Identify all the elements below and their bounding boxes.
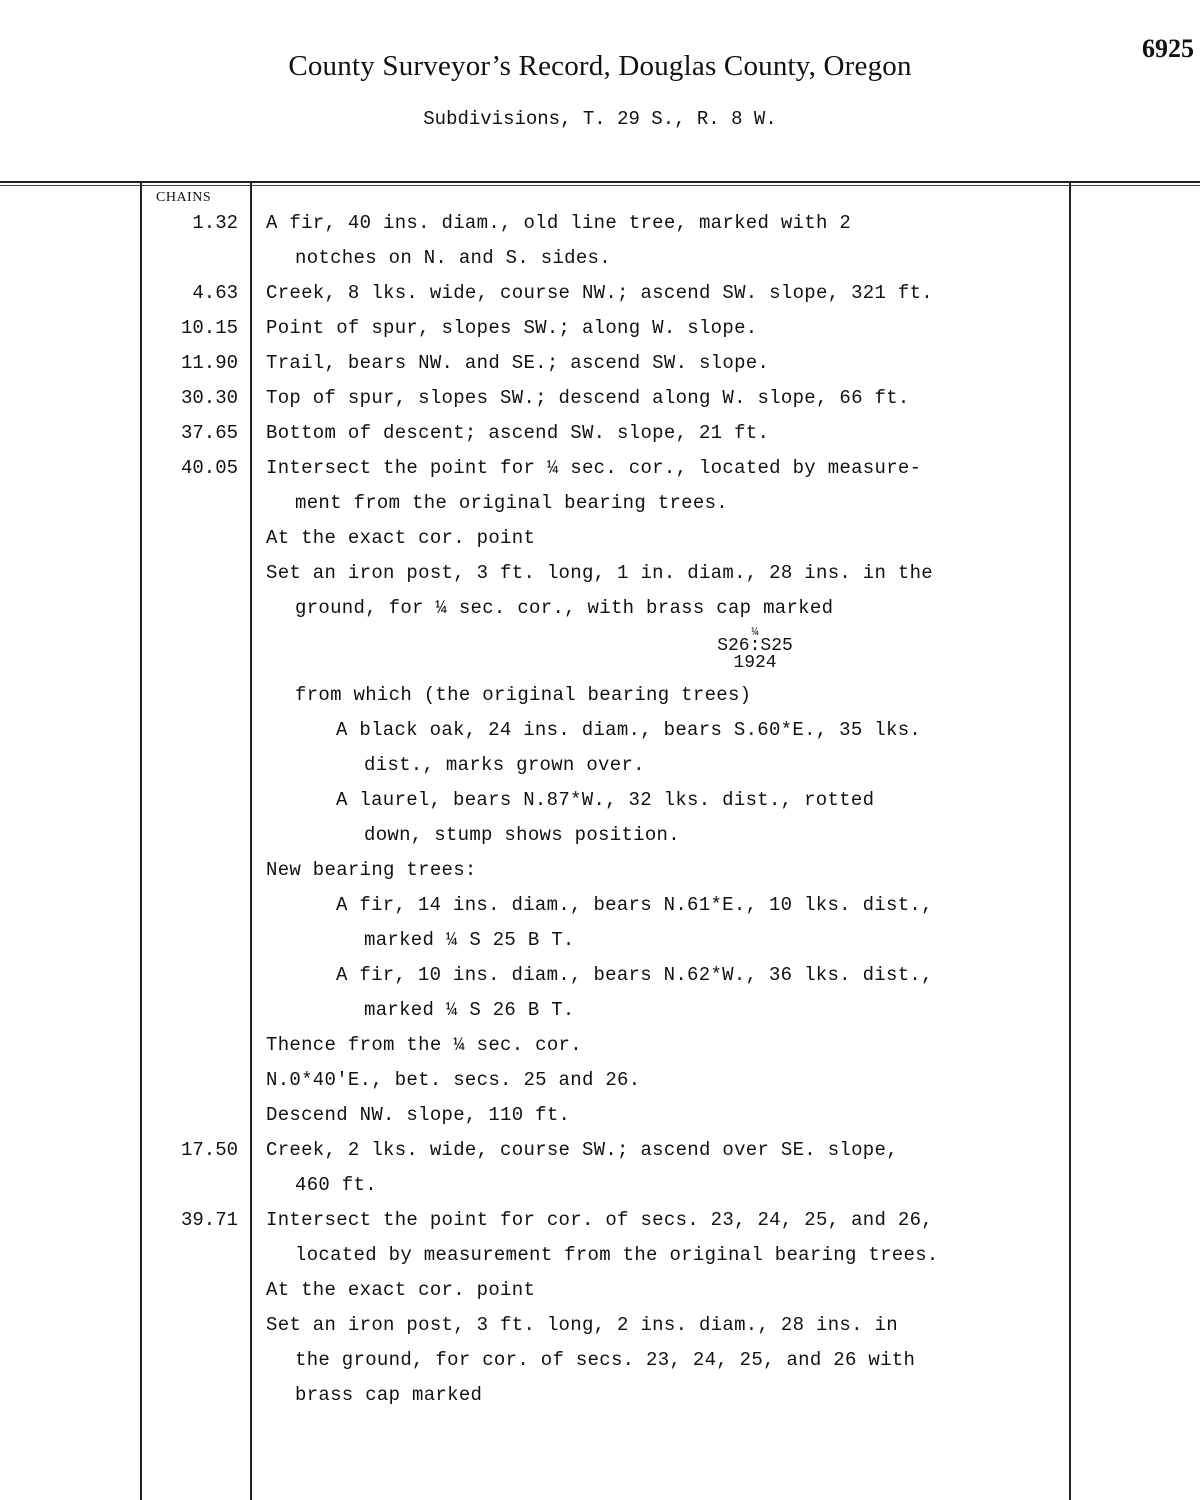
note-row	[0, 1343, 1200, 1378]
note-text: A laurel, bears N.87*W., 32 lks. dist., rotted	[336, 789, 875, 811]
chain-value: 11.90	[180, 352, 238, 374]
note-text: A fir, 40 ins. diam., old line tree, marked with 2	[266, 212, 852, 234]
note-text: marked ¼ S 25 B T.	[364, 929, 575, 951]
note-row	[0, 1238, 1200, 1273]
note-row	[0, 206, 1200, 241]
note-row	[0, 1203, 1200, 1238]
note-row	[0, 451, 1200, 486]
note-text: A fir, 14 ins. diam., bears N.61*E., 10 lks. dist.,	[336, 894, 933, 916]
note-text: Point of spur, slopes SW.; along W. slope.	[266, 317, 758, 339]
note-row	[0, 241, 1200, 276]
cap-fraction: ¼	[751, 625, 759, 639]
note-text: the ground, for cor. of secs. 23, 24, 25, and 26 with	[295, 1349, 916, 1371]
note-text: dist., marks grown over.	[364, 754, 645, 776]
note-text: Creek, 8 lks. wide, course NW.; ascend SW. slope, 321 ft.	[266, 282, 934, 304]
note-row	[0, 853, 1200, 888]
note-row	[0, 923, 1200, 958]
chain-value: 37.65	[180, 422, 238, 444]
note-row	[0, 626, 1200, 678]
note-text: 460 ft.	[295, 1174, 377, 1196]
chain-value: 40.05	[180, 457, 238, 479]
note-text: At the exact cor. point	[266, 1279, 536, 1301]
note-row	[0, 556, 1200, 591]
note-text: located by measurement from the original bearing trees.	[295, 1244, 939, 1266]
note-row	[0, 486, 1200, 521]
note-text: marked ¼ S 26 B T.	[364, 999, 575, 1021]
note-row	[0, 381, 1200, 416]
page-subtitle: Subdivisions, T. 29 S., R. 8 W.	[423, 108, 777, 130]
page-number: 6925	[1142, 34, 1194, 63]
note-row	[0, 818, 1200, 853]
header-rule-secondary	[0, 185, 1200, 186]
note-row	[0, 311, 1200, 346]
note-text: Top of spur, slopes SW.; descend along W. slope, 66 ft.	[266, 387, 910, 409]
note-text: At the exact cor. point	[266, 527, 536, 549]
note-row	[0, 1273, 1200, 1308]
cap-sections: S26:S25	[717, 636, 793, 656]
note-row	[0, 346, 1200, 381]
note-row	[0, 783, 1200, 818]
note-text: Set an iron post, 3 ft. long, 1 in. diam., 28 ins. in the	[266, 562, 934, 584]
cap-year: 1924	[733, 653, 777, 673]
chain-value: 17.50	[180, 1139, 238, 1161]
note-text: N.0*40'E., bet. secs. 25 and 26.	[266, 1069, 641, 1091]
note-text: Descend NW. slope, 110 ft.	[266, 1104, 571, 1126]
note-text: A fir, 10 ins. diam., bears N.62*W., 36 lks. dist.,	[336, 964, 933, 986]
note-row	[0, 1098, 1200, 1133]
field-notes	[0, 206, 1200, 1413]
note-row	[0, 1028, 1200, 1063]
brass-cap-marking	[660, 626, 850, 672]
note-row	[0, 993, 1200, 1028]
note-row	[0, 1063, 1200, 1098]
note-text: brass cap marked	[295, 1384, 483, 1406]
chains-column-header: CHAINS	[156, 190, 212, 205]
note-text: Bottom of descent; ascend SW. slope, 21 ft.	[266, 422, 770, 444]
note-text: notches on N. and S. sides.	[295, 247, 611, 269]
note-row	[0, 416, 1200, 451]
chain-value: 39.71	[180, 1209, 238, 1231]
note-row	[0, 521, 1200, 556]
note-text: from which (the original bearing trees)	[295, 684, 752, 706]
chain-value: 30.30	[180, 387, 238, 409]
note-text: Intersect the point for cor. of secs. 23, 24, 25, and 26,	[266, 1209, 934, 1231]
chain-value: 4.63	[192, 282, 238, 304]
note-text: down, stump shows position.	[364, 824, 680, 846]
note-row	[0, 1168, 1200, 1203]
header-rule	[0, 181, 1200, 183]
note-row	[0, 1308, 1200, 1343]
note-row	[0, 276, 1200, 311]
page-title: County Surveyor’s Record, Douglas County, Oregon	[288, 50, 912, 82]
note-row	[0, 678, 1200, 713]
note-text: Thence from the ¼ sec. cor.	[266, 1034, 582, 1056]
note-text: Intersect the point for ¼ sec. cor., located by measure-	[266, 457, 922, 479]
note-row	[0, 958, 1200, 993]
note-text: A black oak, 24 ins. diam., bears S.60*E., 35 lks.	[336, 719, 922, 741]
note-row	[0, 591, 1200, 626]
note-row	[0, 1133, 1200, 1168]
note-row	[0, 713, 1200, 748]
chain-value: 1.32	[192, 212, 238, 234]
note-text: New bearing trees:	[266, 859, 477, 881]
note-text: Trail, bears NW. and SE.; ascend SW. slope.	[266, 352, 770, 374]
note-text: ment from the original bearing trees.	[295, 492, 728, 514]
note-row	[0, 1378, 1200, 1413]
note-row	[0, 748, 1200, 783]
note-row	[0, 888, 1200, 923]
note-text: Set an iron post, 3 ft. long, 2 ins. diam., 28 ins. in	[266, 1314, 898, 1336]
note-text: ground, for ¼ sec. cor., with brass cap marked	[295, 597, 834, 619]
chain-value: 10.15	[180, 317, 238, 339]
note-text: Creek, 2 lks. wide, course SW.; ascend over SE. slope,	[266, 1139, 898, 1161]
